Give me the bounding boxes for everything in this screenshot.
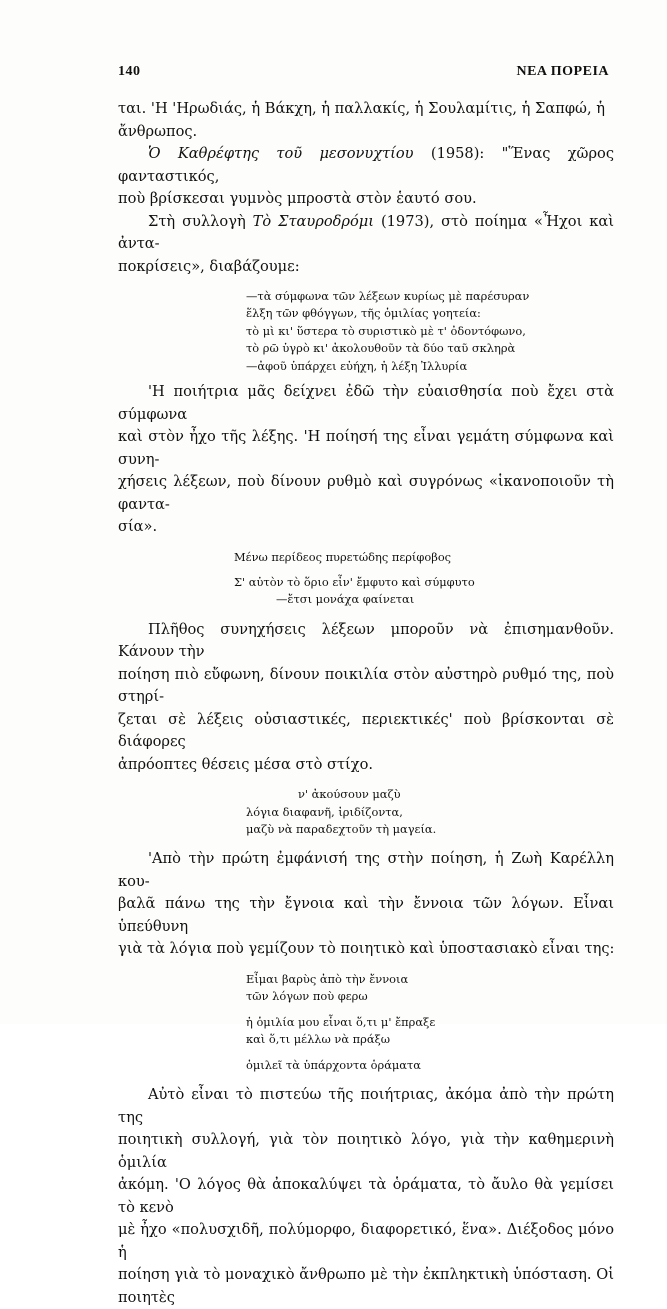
paragraph-4 [118,381,614,539]
paragraph-line: μὲ ἦχο «πολυσχιδῆ, πολύμορφο, διαφορετικό, ἕνα». Διέξοδος μόνο ἡ [118,1221,614,1261]
paragraph-line: βαλᾶ πάνω της τὴν ἔγνοια καὶ τὴν ἔννοια τῶν λόγων. Εἶναι ὑπεύθυνη [118,895,614,935]
paragraph-text: Στὴ συλλογὴ [148,212,253,230]
poem-quote-1 [246,288,614,375]
paragraph-line: χήσεις λέξεων, ποὺ δίνουν ρυθμὸ καὶ συγρόνως «ἱκανοποιοῦν τὴ φαντα- [118,473,614,513]
paragraph-line: 'Απὸ τὴν πρώτη ἐμφάνισή της στὴν ποίηση, ἡ Ζωὴ Καρέλλη κου- [118,850,614,890]
paragraph-line: καὶ στὸν ἦχο τῆς λέξης. 'Η ποίησή της εἶναι γεμάτη σύμφωνα καὶ συνη- [118,428,614,468]
poem-line: καὶ ὅ,τι μέλλω νὰ πράξω [246,1032,391,1047]
paragraph-7 [118,1084,614,1309]
paragraph-3 [118,211,614,279]
paragraph-line: σία». [118,518,158,536]
paragraph-line: ποκρίσεις», διαβάζουμε: [118,257,300,275]
running-title: ΝΕΑ ΠΟΡΕΙΑ [516,64,609,79]
poem-line: τῶν λόγων ποὺ φερω [246,989,368,1004]
paragraph-line: 'Η ποιήτρια μᾶς δείχνει ἐδῶ τὴν εὐαισθησία ποὺ ἔχει στὰ σύμφωνα [118,383,614,423]
poem-line: —ἀφοῦ ὑπάρχει εὐήχη, ἡ λέξη Ἰλλυρία [246,358,468,373]
paragraph-text: (1958): "Ἕνας χῶρος φανταστικός, [118,145,614,185]
paragraph-line: ποιητικὴ συλλογή, γιὰ τὸν ποιητικὸ λόγο, γιὰ τὴν καθημερινὴ ὁμιλία [118,1131,614,1171]
paragraph-line: Αὐτὸ εἶναι τὸ πιστεύω τῆς ποιήτριας, ἀκόμα ἀπὸ τὴν πρώτη της [118,1086,614,1126]
poem-line: τὸ ρῶ ὑγρὸ κι' ἀκολουθοῦν τὰ δύο ταῦ σκληρὰ [246,341,516,356]
poem-line: μαζὺ νὰ παραδεχτοῦν τὴ μαγεία. [246,822,437,837]
poem-line: —ἔτσι μονάχα φαίνεται [276,592,415,607]
poem-quote-3 [246,786,614,838]
poem-line: ὁμιλεῖ τὰ ὑπάρχοντα ὁράματα [246,1057,421,1072]
paragraph-line: Πλῆθος συνηχήσεις λέξεων μποροῦν νὰ ἐπισημανθοῦν. Κάνουν τὴν [118,620,614,661]
paragraph-line: ζεται σὲ λέξεις οὐσιαστικές, περιεκτικές' ποὺ βρίσκονται σὲ διάφορες [118,710,614,751]
paragraph-1 [118,98,614,143]
paragraph-line: ἀπρόοπτες θέσεις μέσα στὸ στίχο. [118,755,374,773]
paragraph-line: ἀκόμη. 'Ο λόγος θὰ ἀποκαλύψει τὰ ὁράματα, τὸ ἄυλο θὰ γεμίσει τὸ κενὸ [118,1176,614,1216]
poem-line: Μένω περίδεος πυρετώδης περίφοβος [234,549,452,564]
poem-quote-2 [234,549,614,609]
page-number: 140 [118,64,141,79]
poem-line: Εἶμαι βαρὺς ἀπὸ τὴν ἔννοια [246,971,409,986]
poem-line: Σ' αὐτὸν τὸ ὅριο εἶν' ἔμφυτο καὶ σύμφυτο [234,574,475,589]
book-title: Ὁ Καθρέφτης τοῦ μεσονυχτίου [148,145,414,162]
paragraph-text: (1973), στὸ ποίημα «Ἦχοι καὶ ἀντα- [118,212,614,252]
paragraph-line: ται. 'Η 'Ηρωδιάς, ἡ Βάκχη, ἡ παλλακίς, ἡ Σουλαμίτις, ἡ Σαπφώ, ἡ [118,100,605,117]
poem-line: λόγια διαφανῆ, ἰριδίζοντα, [246,804,403,819]
body-text [118,98,614,1309]
paragraph-line: ποίηση γιὰ τὸ μοναχικὸ ἄνθρωπο μὲ τὴν ἐκπληκτικὴ ὑπόσταση. Οἱ ποιητὲς [118,1266,614,1306]
poem-line: ν' ἀκούσουν μαζὺ [298,787,401,802]
poem-quote-4 [246,971,614,1074]
paragraph-2 [118,143,614,211]
poem-line: ἡ ὁμιλία μου εἶναι ὅ,τι μ' ἔπραξε [246,1014,436,1029]
paragraph-line: ποὺ βρίσκεσαι γυμνὸς μπροστὰ στὸν ἑαυτό σου. [118,190,477,207]
running-header [118,64,609,84]
poem-line: τὸ μὶ κι' ὕστερα τὸ συριστικὸ μὲ τ' ὀδοντόφωνο, [246,323,526,338]
paragraph-line: ποίηση πιὸ εὔφωνη, δίνουν ποικιλία στὸν αὐστηρὸ ρυθμό της, ποὺ στηρί- [118,665,614,706]
poem-line: ἕλξη τῶν φθόγγων, τῆς ὁμιλίας γοητεία: [246,306,481,321]
paragraph-line: ἄνθρωπος. [118,122,198,140]
paragraph-line: γιὰ τὰ λόγια ποὺ γεμίζουν τὸ ποιητικὸ καὶ ὑποστασιακὸ εἶναι της: [118,940,615,958]
paragraph-5 [118,619,614,777]
poem-line: —τὰ σύμφωνα τῶν λέξεων κυρίως μὲ παρέσυραν [246,289,530,303]
book-title: Τὸ Σταυροδρόμι [252,212,374,230]
paragraph-6 [118,848,614,961]
